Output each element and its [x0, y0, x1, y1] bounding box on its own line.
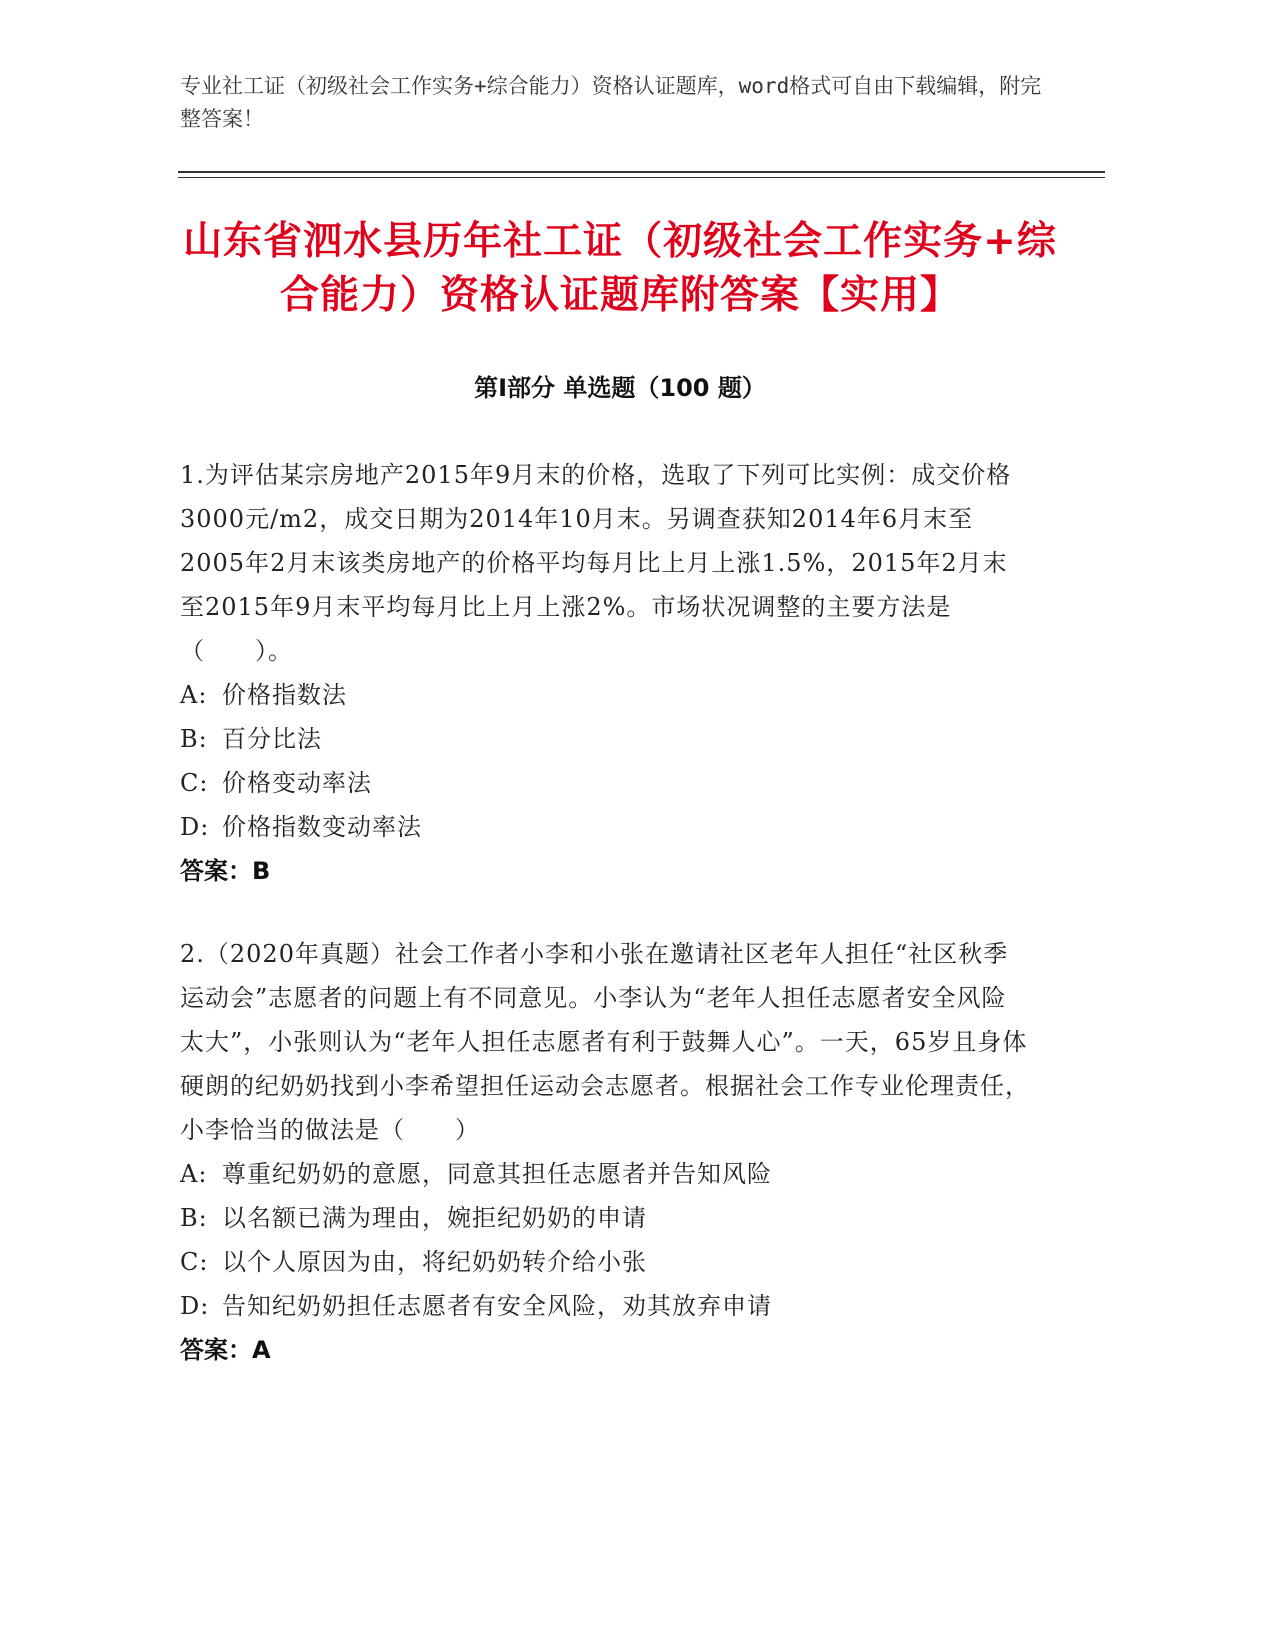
header-divider-thick: [178, 171, 1105, 173]
option-d: [180, 805, 1030, 849]
option-key: B:: [180, 725, 208, 753]
option-b: [180, 717, 1030, 761]
question-stem: 1.为评估某宗房地产2015年9月末的价格，选取了下列可比实例：成交价格3000元/m2，成交日期为2014年10月末。另调查获知2014年6月末至2005年2月末该类房地产的价格平均每月比上月上涨1.5%，2015年2月末至2015年9月末平均每月比上月上涨2%。市场状况调整的主要方法是（ ）。: [180, 461, 1012, 665]
option-key: D:: [180, 1292, 210, 1320]
question-block: [180, 453, 1030, 893]
option-text: 价格指数法: [222, 681, 347, 709]
option-key: A:: [180, 681, 208, 709]
header-note: 专业社工证（初级社会工作实务+综合能力）资格认证题库，word格式可自由下载编辑，附完整答案！: [180, 74, 1042, 131]
option-key: D:: [180, 813, 210, 841]
question-block: [180, 932, 1030, 1372]
option-key: C:: [180, 1248, 209, 1276]
question-stem: 2.（2020年真题）社会工作者小李和小张在邀请社区老年人担任“社区秋季运动会”志愿者的问题上有不同意见。小李认为“老年人担任志愿者安全风险太大”，小张则认为“老年人担任志愿者有利于鼓舞人心”。一天，65岁且身体硬朗的纪奶奶找到小李希望担任运动会志愿者。根据社会工作专业伦理责任，小李恰当的做法是（ ）: [180, 940, 1030, 1144]
option-text: 尊重纪奶奶的意愿，同意其担任志愿者并告知风险: [222, 1160, 772, 1188]
section-title: 第Ⅰ部分 单选题（100 题）: [474, 374, 766, 402]
option-key: B:: [180, 1204, 208, 1232]
option-c: [180, 761, 1030, 805]
option-d: [180, 1284, 1030, 1328]
option-text: 百分比法: [222, 725, 322, 753]
option-key: A:: [180, 1160, 208, 1188]
option-text: 价格变动率法: [222, 769, 372, 797]
option-a: [180, 1152, 1030, 1196]
option-text: 告知纪奶奶担任志愿者有安全风险，劝其放弃申请: [222, 1292, 772, 1320]
option-c: [180, 1240, 1030, 1284]
document-title: 山东省泗水县历年社工证（初级社会工作实务+综合能力）资格认证题库附答案【实用】: [183, 219, 1057, 318]
option-text: 价格指数变动率法: [222, 813, 422, 841]
answer-line: 答案：B: [180, 857, 271, 885]
option-b: [180, 1196, 1030, 1240]
option-a: [180, 673, 1030, 717]
answer-line: 答案：A: [180, 1336, 271, 1364]
option-text: 以名额已满为理由，婉拒纪奶奶的申请: [222, 1204, 647, 1232]
option-key: C:: [180, 769, 209, 797]
option-text: 以个人原因为由，将纪奶奶转介给小张: [222, 1248, 647, 1276]
header-divider-thin: [178, 177, 1105, 178]
